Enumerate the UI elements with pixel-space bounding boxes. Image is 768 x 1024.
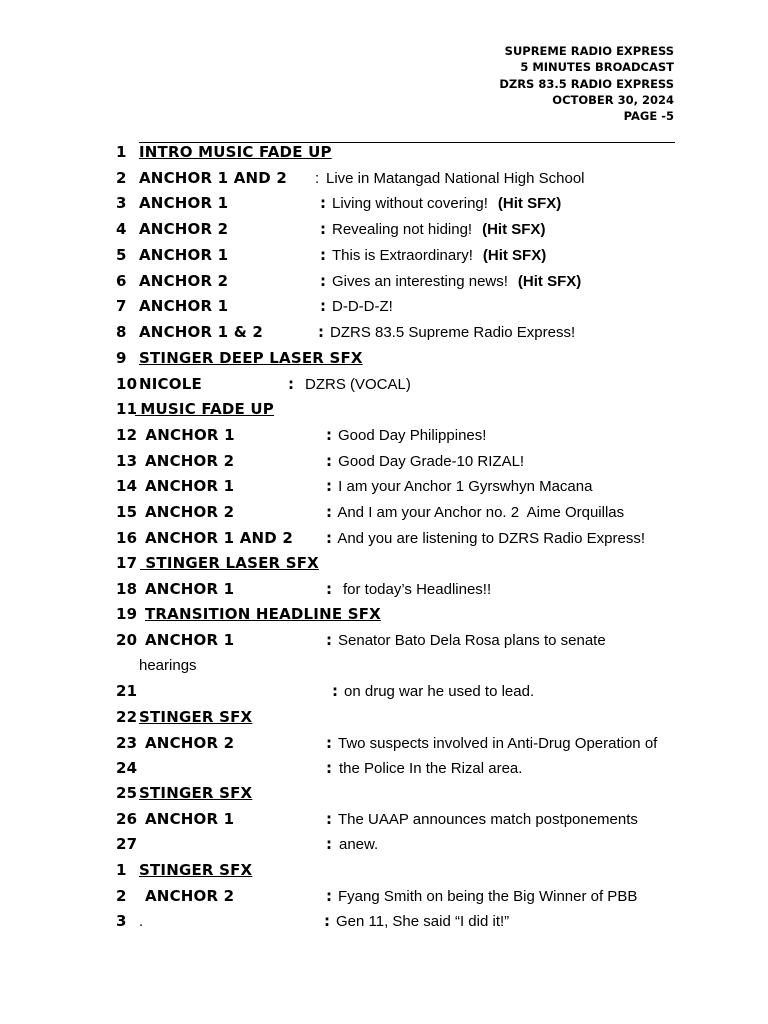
sfx-cue: (Hit SFX)	[482, 247, 547, 264]
cue-label: TRANSITION HEADLINE SFX	[145, 605, 381, 623]
line-text: Fyang Smith on being the Big Winner of PBB	[338, 888, 638, 905]
line-text: the Police In the Rizal area.	[339, 760, 523, 777]
line-colon: :	[326, 452, 333, 470]
line-colon: :	[320, 272, 327, 290]
line-number: 10	[116, 375, 138, 393]
speaker-label: ANCHOR 2	[145, 887, 235, 905]
line-colon: :	[326, 835, 333, 853]
cue-label: STINGER SFX	[139, 861, 253, 879]
line-colon: :	[332, 682, 339, 700]
line-colon: :	[320, 194, 327, 212]
line-colon: :	[320, 220, 327, 238]
line-number: 26	[116, 810, 138, 828]
line-number: 25	[116, 784, 138, 802]
line-text: And I am your Anchor no. 2 Aime Orquillas	[334, 504, 625, 521]
line-number: 13	[116, 452, 138, 470]
line-text: Good Day Grade-10 RIZAL!	[334, 453, 525, 470]
line-number: 1	[116, 861, 127, 879]
speaker-label: .	[139, 913, 144, 930]
speaker-label: ANCHOR 1	[139, 194, 229, 212]
speaker-label: ANCHOR 1	[139, 297, 229, 315]
speaker-label: NICOLE	[139, 375, 202, 393]
speaker-label: ANCHOR 2	[139, 272, 229, 290]
line-text: Living without covering!	[332, 195, 488, 212]
line-colon: :	[326, 426, 333, 444]
speaker-label: ANCHOR 2	[139, 220, 229, 238]
cue-label: STINGER SFX	[139, 784, 253, 802]
line-colon: :	[326, 529, 333, 547]
line-text: This is Extraordinary!	[332, 247, 473, 264]
speaker-label: ANCHOR 1	[145, 477, 235, 495]
line-text: Senator Bato Dela Rosa plans to senate	[338, 632, 606, 649]
line-number: 20	[116, 631, 138, 649]
line-text: anew.	[339, 836, 379, 853]
line-number: 16	[116, 529, 138, 547]
line-number: 7	[116, 297, 127, 315]
sfx-cue: (Hit SFX)	[482, 221, 546, 238]
speaker-label: ANCHOR 1 AND 2	[145, 529, 293, 547]
line-colon: :	[326, 503, 333, 521]
speaker-label: ANCHOR 2	[145, 452, 235, 470]
line-number: 3	[116, 194, 127, 212]
line-number: 6	[116, 272, 127, 290]
line-text: D-D-D-Z!	[332, 298, 393, 315]
line-text: Gen 11, She said “I did it!”	[336, 913, 510, 930]
line-number: 23	[116, 734, 138, 752]
line-number: 1	[116, 143, 127, 161]
line-number: 4	[116, 220, 127, 238]
speaker-label: ANCHOR 1 AND 2	[139, 169, 287, 187]
line-number: 21	[116, 682, 138, 700]
line-text: Gives an interesting news!	[332, 273, 508, 290]
speaker-label: ANCHOR 1 & 2	[139, 323, 264, 341]
line-colon: :	[324, 912, 331, 930]
line-number: 14	[116, 477, 138, 495]
line-colon: :	[318, 323, 325, 341]
line-number: 2	[116, 887, 127, 905]
line-number: 15	[116, 503, 138, 521]
line-number: 9	[116, 349, 127, 367]
line-continuation: hearings	[139, 657, 197, 674]
line-text: The UAAP announces match postponements	[338, 811, 638, 828]
line-text: Revealing not hiding!	[332, 221, 473, 238]
speaker-label: ANCHOR 1	[145, 810, 235, 828]
line-text: And you are listening to DZRS Radio Express!	[334, 530, 645, 547]
speaker-label: ANCHOR 1	[145, 631, 235, 649]
speaker-label: ANCHOR 1	[140, 426, 235, 444]
line-number: 12	[116, 426, 138, 444]
speaker-label: ANCHOR 2	[145, 734, 235, 752]
line-text: for today’s Headlines!!	[343, 581, 492, 598]
line-colon: :	[326, 887, 333, 905]
line-number: 8	[116, 323, 127, 341]
line-text: DZRS 83.5 Supreme Radio Express!	[330, 324, 576, 341]
document-header	[499, 43, 674, 124]
cue-label: MUSIC FADE UP	[135, 400, 274, 418]
header-date: OCTOBER 30, 2024	[552, 92, 674, 107]
line-number: 18	[116, 580, 138, 598]
cue-label: STINGER DEEP LASER SFX	[139, 349, 363, 367]
line-number: 11	[116, 400, 138, 418]
line-colon: :	[326, 477, 333, 495]
line-colon: :	[320, 297, 327, 315]
line-colon: :	[326, 631, 333, 649]
line-number: 2	[116, 169, 127, 187]
line-text: DZRS (VOCAL)	[305, 376, 411, 393]
line-colon: :	[288, 375, 295, 393]
line-text: Good Day Philippines!	[338, 427, 487, 444]
line-number: 3	[116, 912, 127, 930]
cue-label: STINGER LASER SFX	[140, 554, 319, 572]
speaker-label: ANCHOR 2	[145, 503, 235, 521]
header-broadcast-length: 5 MINUTES BROADCAST	[520, 60, 674, 75]
line-colon: :	[326, 759, 333, 777]
line-text: Two suspects involved in Anti-Drug Operation of	[338, 735, 658, 752]
sfx-cue: (Hit SFX)	[517, 273, 582, 290]
line-text: on drug war he used to lead.	[344, 683, 535, 700]
line-number: 17	[116, 554, 138, 572]
line-number: 22	[116, 708, 138, 726]
line-number: 27	[116, 835, 138, 853]
line-number: 5	[116, 246, 127, 264]
header-page-number: PAGE -5	[623, 109, 674, 124]
header-program-name: SUPREME RADIO EXPRESS	[504, 44, 674, 58]
sfx-cue: (Hit SFX)	[497, 195, 562, 212]
line-text: Live in Matangad National High School	[326, 170, 585, 187]
line-number: 19	[116, 605, 138, 623]
line-number: 24	[116, 759, 138, 777]
cue-label: STINGER SFX	[139, 708, 253, 726]
line-text: I am your Anchor 1 Gyrswhyn Macana	[334, 478, 593, 495]
line-colon: :	[326, 810, 333, 828]
speaker-label: ANCHOR 1	[145, 580, 235, 598]
line-colon: :	[315, 170, 320, 187]
cue-label: INTRO MUSIC FADE UP	[139, 143, 332, 161]
speaker-label: ANCHOR 1	[139, 246, 229, 264]
line-colon: :	[326, 734, 333, 752]
header-station: DZRS 83.5 RADIO EXPRESS	[499, 76, 674, 91]
line-colon: :	[326, 580, 333, 598]
line-colon: :	[320, 246, 327, 264]
